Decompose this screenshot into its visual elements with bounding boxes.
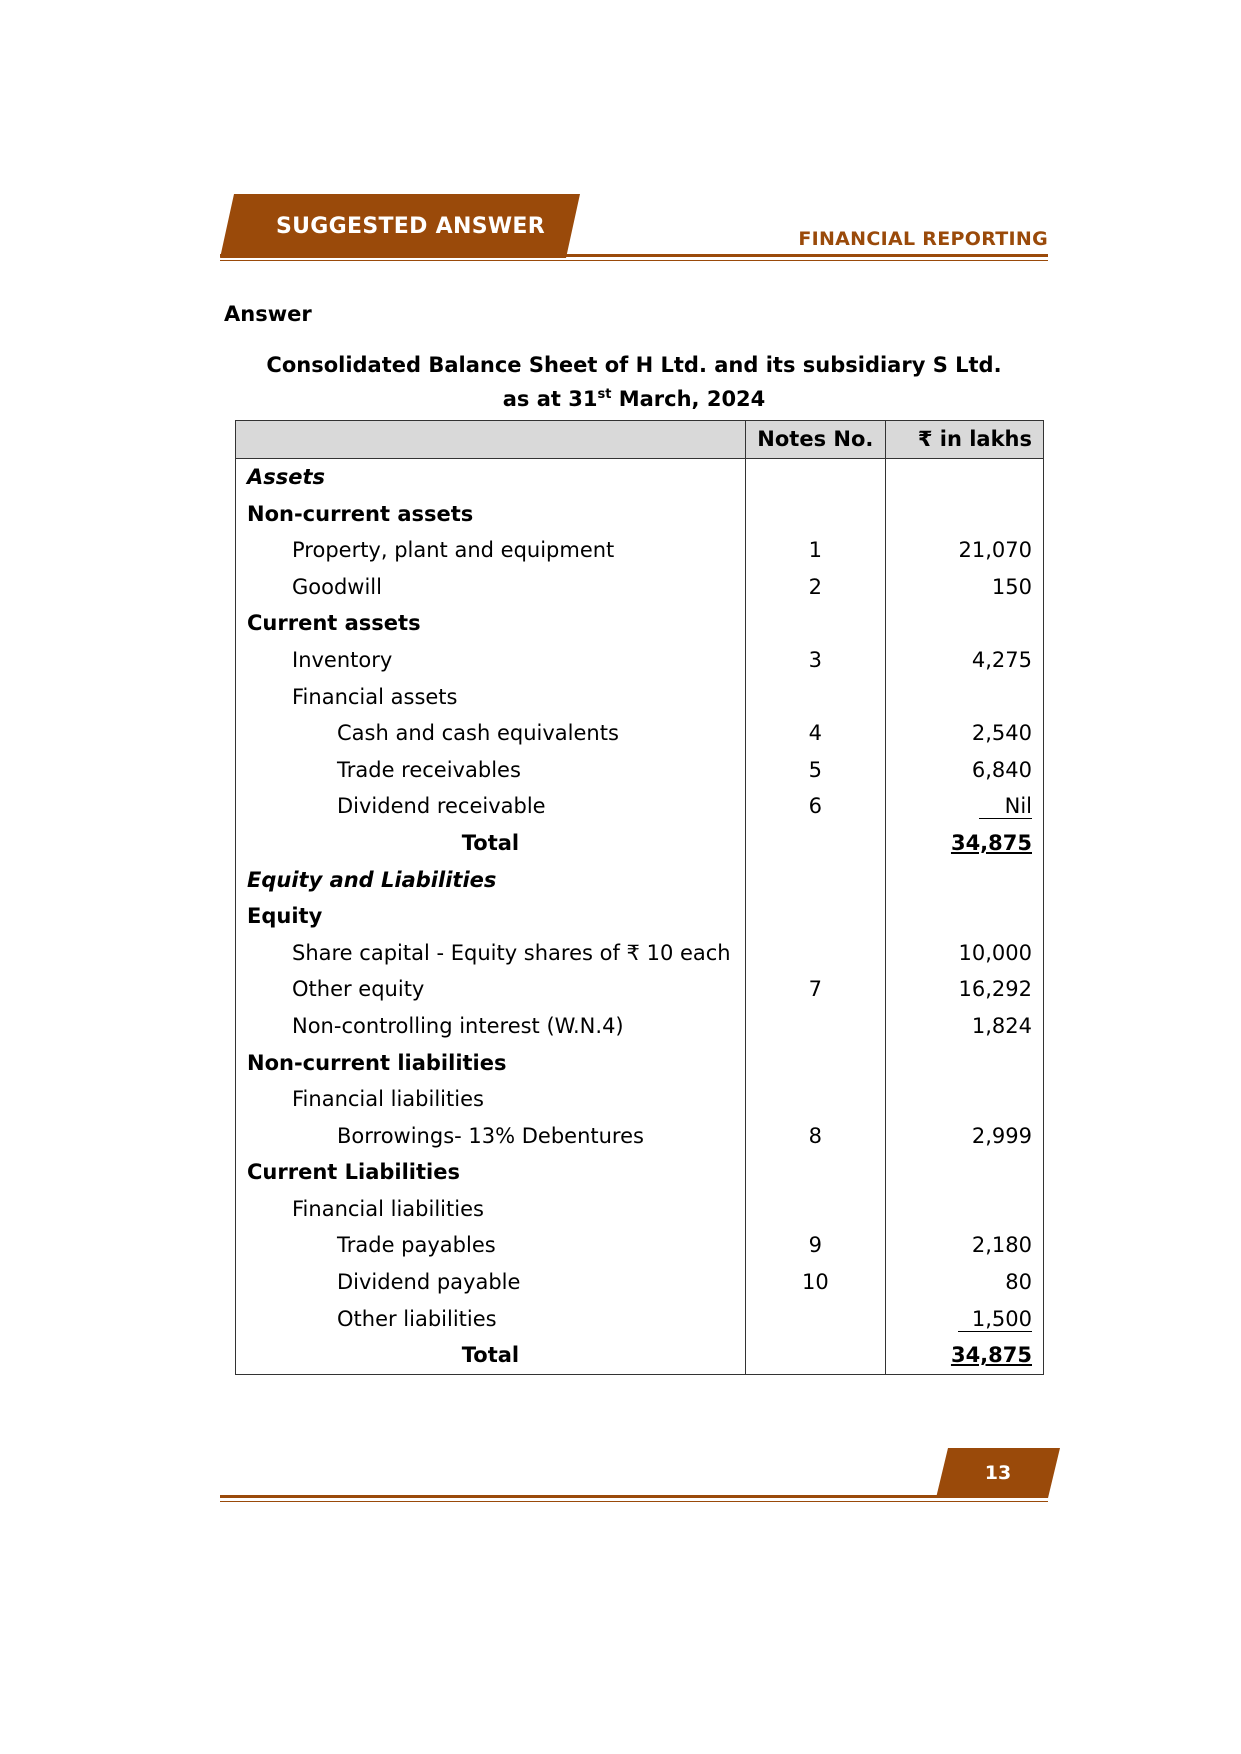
row-note: 6 (745, 788, 885, 825)
row-note: 2 (745, 569, 885, 606)
table-row (236, 1118, 1044, 1155)
row-amount: 2,180 (885, 1227, 1043, 1264)
row-label: Financial liabilities (236, 1081, 746, 1118)
row-amount: 80 (885, 1264, 1043, 1301)
row-label: Non-controlling interest (W.N.4) (236, 1008, 746, 1045)
header-tab-label: SUGGESTED ANSWER (276, 214, 545, 239)
row-amount: 4,275 (885, 642, 1043, 679)
table-row (236, 898, 1044, 935)
row-amount: 150 (885, 569, 1043, 606)
table-row (236, 569, 1044, 606)
row-note: 8 (745, 1118, 885, 1155)
row-label: Inventory (236, 642, 746, 679)
header-amount: ₹ in lakhs (885, 421, 1043, 459)
row-note: 7 (745, 971, 885, 1008)
table-row (236, 935, 1044, 972)
footer-rule (220, 1495, 1048, 1498)
row-amount: 21,070 (885, 532, 1043, 569)
row-label: Trade receivables (236, 752, 746, 789)
row-label: Dividend payable (236, 1264, 746, 1301)
subject-title: FINANCIAL REPORTING (798, 228, 1048, 250)
header-rule (220, 254, 1048, 257)
table-row (236, 496, 1044, 533)
table-row (236, 752, 1044, 789)
row-note: 3 (745, 642, 885, 679)
section-equity-and-liabilities: Equity and Liabilities (236, 862, 746, 899)
balance-sheet-table (235, 420, 1044, 1375)
table-row (236, 971, 1044, 1008)
table-row (236, 1008, 1044, 1045)
table-row (236, 1301, 1044, 1338)
row-label: Other liabilities (236, 1301, 746, 1338)
table-row (236, 1154, 1044, 1191)
row-note: 1 (745, 532, 885, 569)
page-title (224, 350, 1044, 414)
subsection-current-assets: Current assets (236, 605, 746, 642)
total-amount: 34,875 (885, 825, 1043, 862)
title-line-1: Consolidated Balance Sheet of H Ltd. and its subsidiary S Ltd. (266, 353, 1002, 377)
row-note: 9 (745, 1227, 885, 1264)
row-amount: 16,292 (885, 971, 1043, 1008)
table-row (236, 532, 1044, 569)
subsection-non-current-assets: Non-current assets (236, 496, 746, 533)
answer-heading: Answer (224, 302, 312, 326)
table-row (236, 1081, 1044, 1118)
row-label: Share capital - Equity shares of ₹ 10 each (236, 935, 746, 972)
total-row (236, 1337, 1044, 1374)
row-label: Dividend receivable (236, 788, 746, 825)
table-row (236, 1191, 1044, 1228)
footer-rule-thin (220, 1501, 1048, 1502)
table-row (236, 1045, 1044, 1082)
table-row (236, 642, 1044, 679)
header-rule-thin (220, 260, 1048, 261)
row-label: Other equity (236, 971, 746, 1008)
row-label: Borrowings- 13% Debentures (236, 1118, 746, 1155)
row-label: Goodwill (236, 569, 746, 606)
total-amount: 34,875 (885, 1337, 1043, 1374)
row-label: Financial liabilities (236, 1191, 746, 1228)
row-label: Property, plant and equipment (236, 532, 746, 569)
row-label: Trade payables (236, 1227, 746, 1264)
row-note: 10 (745, 1264, 885, 1301)
title-line-2: as at 31st March, 2024 (502, 387, 766, 411)
table-row (236, 605, 1044, 642)
row-amount: 1,500 (958, 1307, 1032, 1332)
header-notes: Notes No. (745, 421, 885, 459)
row-label: Financial assets (236, 679, 746, 716)
table-header-row (236, 421, 1044, 459)
total-label: Total (236, 1337, 746, 1374)
row-amount: 10,000 (885, 935, 1043, 972)
table-row (236, 715, 1044, 752)
table-row (236, 459, 1044, 496)
table-row (236, 1227, 1044, 1264)
table-row (236, 788, 1044, 825)
total-label: Total (236, 825, 746, 862)
table-row (236, 862, 1044, 899)
subsection-equity: Equity (236, 898, 746, 935)
header-particulars (236, 421, 746, 459)
row-amount: 1,824 (885, 1008, 1043, 1045)
page-number: 13 (984, 1462, 1012, 1484)
table-row (236, 679, 1044, 716)
row-amount: 2,540 (885, 715, 1043, 752)
total-row (236, 825, 1044, 862)
row-amount: 6,840 (885, 752, 1043, 789)
row-note: 5 (745, 752, 885, 789)
table-row (236, 1264, 1044, 1301)
row-label: Cash and cash equivalents (236, 715, 746, 752)
row-note: 4 (745, 715, 885, 752)
subsection-non-current-liabilities: Non-current liabilities (236, 1045, 746, 1082)
row-amount: 2,999 (885, 1118, 1043, 1155)
section-assets: Assets (236, 459, 746, 496)
subsection-current-liabilities: Current Liabilities (236, 1154, 746, 1191)
row-amount: Nil (979, 794, 1032, 819)
